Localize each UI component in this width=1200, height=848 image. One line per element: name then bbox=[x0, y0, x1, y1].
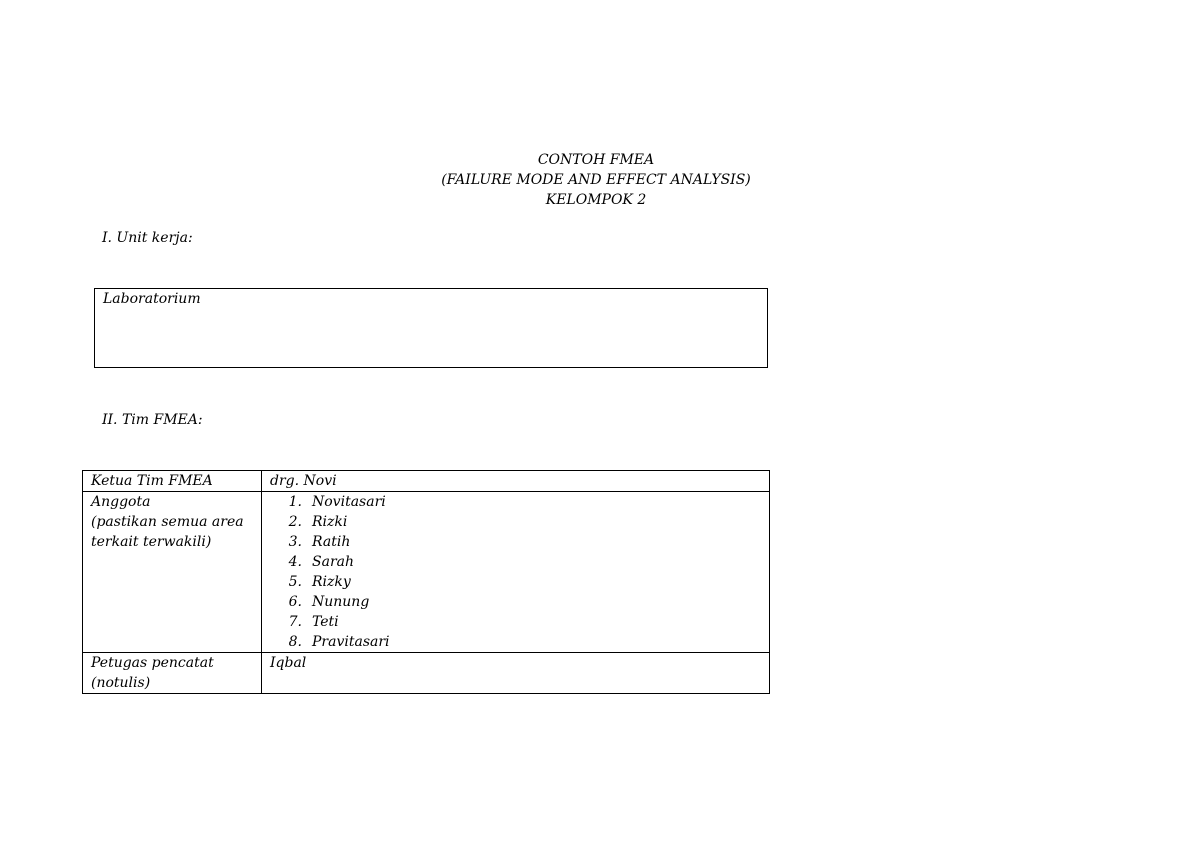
member-name: Teti bbox=[312, 614, 339, 630]
member-number: 3. bbox=[288, 534, 302, 550]
member-number: 1. bbox=[288, 494, 302, 510]
notulis-label bbox=[83, 653, 262, 694]
list-item bbox=[270, 492, 761, 512]
list-item bbox=[270, 532, 761, 552]
list-item bbox=[270, 632, 761, 652]
list-item bbox=[270, 572, 761, 592]
unit-kerja-value: Laboratorium bbox=[103, 291, 201, 307]
unit-kerja-heading: I. Unit kerja: bbox=[102, 230, 193, 246]
member-number: 5. bbox=[288, 574, 302, 590]
anggota-label-line: Anggota bbox=[91, 494, 151, 510]
list-item bbox=[270, 552, 761, 572]
member-list bbox=[270, 492, 761, 652]
member-name: Novitasari bbox=[312, 494, 386, 510]
member-name: Ratih bbox=[312, 534, 351, 550]
anggota-label-line: terkait terwakili) bbox=[91, 534, 212, 550]
member-number: 7. bbox=[288, 614, 302, 630]
notulis-value bbox=[262, 653, 770, 694]
member-number: 2. bbox=[288, 514, 302, 530]
list-item bbox=[270, 592, 761, 612]
member-name: Rizky bbox=[312, 574, 351, 590]
document-title bbox=[300, 150, 892, 210]
list-item bbox=[270, 612, 761, 632]
list-item bbox=[270, 512, 761, 532]
ketua-value-text: drg. Novi bbox=[270, 473, 337, 489]
title-line: CONTOH FMEA bbox=[537, 152, 655, 168]
table-row-notulis bbox=[83, 653, 770, 694]
unit-kerja-box bbox=[94, 288, 768, 368]
member-number: 8. bbox=[288, 634, 302, 650]
anggota-label-line: (pastikan semua area bbox=[91, 514, 244, 530]
title-line: (FAILURE MODE AND EFFECT ANALYSIS) bbox=[441, 172, 751, 188]
notulis-label-line: Petugas pencatat bbox=[91, 655, 214, 671]
member-number: 6. bbox=[288, 594, 302, 610]
ketua-label-text: Ketua Tim FMEA bbox=[91, 473, 213, 489]
member-name: Rizki bbox=[312, 514, 348, 530]
title-line: KELOMPOK 2 bbox=[545, 192, 647, 208]
table-row-ketua bbox=[83, 471, 770, 492]
ketua-label bbox=[83, 471, 262, 492]
ketua-value bbox=[262, 471, 770, 492]
notulis-value-text: Iqbal bbox=[270, 655, 307, 671]
tim-fmea-table bbox=[82, 470, 770, 694]
member-name: Sarah bbox=[312, 554, 354, 570]
tim-fmea-heading: II. Tim FMEA: bbox=[102, 412, 203, 428]
table-row-anggota bbox=[83, 492, 770, 653]
anggota-members bbox=[262, 492, 770, 653]
member-number: 4. bbox=[288, 554, 302, 570]
anggota-label bbox=[83, 492, 262, 653]
notulis-label-line: (notulis) bbox=[91, 675, 151, 691]
member-name: Pravitasari bbox=[312, 634, 390, 650]
member-name: Nunung bbox=[312, 594, 370, 610]
